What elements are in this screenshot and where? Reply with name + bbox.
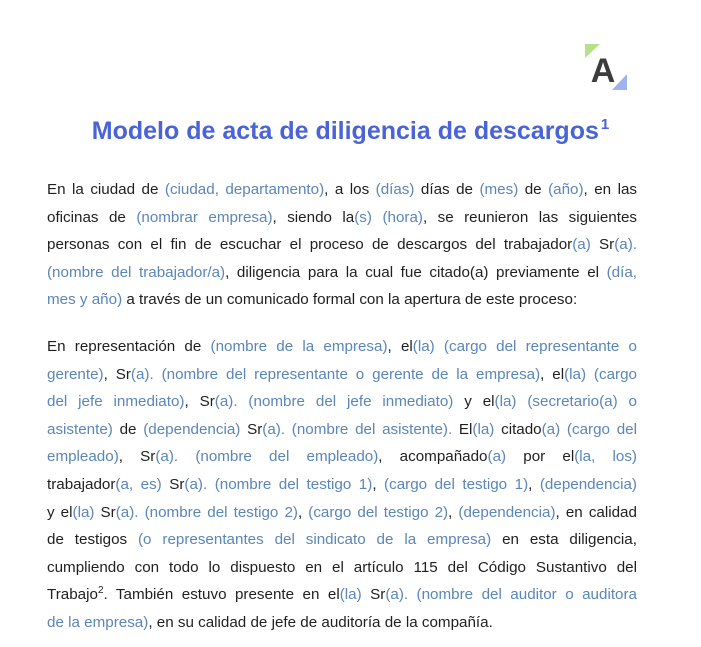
placeholder-text: (a) (cargo del: [541, 420, 637, 438]
body-text: Sr: [361, 586, 386, 604]
body-text: y el: [47, 503, 73, 521]
text-line: [47, 581, 637, 609]
placeholder-text: (la) (cargo del representante o: [412, 338, 637, 355]
text-line: [47, 204, 637, 232]
placeholder-text: (a): [487, 448, 507, 466]
placeholder-text: (hora): [382, 208, 423, 226]
placeholder-text: (días): [375, 181, 415, 198]
text-line: [47, 388, 637, 416]
placeholder-text: (nombre de la empresa): [210, 338, 388, 355]
body-text: Sr: [240, 420, 263, 438]
body-text: y el: [453, 393, 495, 411]
placeholder-text: (a). (nombre del empleado): [155, 448, 379, 466]
paragraph-intro: [47, 176, 637, 314]
placeholder-text: (s): [354, 208, 372, 226]
text-line: [47, 231, 637, 259]
placeholder-text: (o representantes del sindicato de la empresa): [138, 531, 492, 549]
placeholder-text: (día,: [606, 263, 637, 281]
paragraph-attendees: [47, 333, 637, 637]
placeholder-text: (a). (nombre del testigo 1): [184, 475, 373, 493]
placeholder-text: (dependencia): [458, 503, 556, 521]
body-text: , el: [387, 338, 413, 355]
body-text: . También estuvo presente en el: [103, 586, 340, 604]
logo-letter: A: [590, 52, 616, 90]
body-text: de testigos: [47, 531, 138, 549]
placeholder-text: (la): [72, 503, 95, 521]
body-text: ,: [528, 475, 540, 493]
body-text: , en calidad: [555, 503, 637, 521]
text-line: [47, 609, 637, 637]
placeholder-text: (a). (nombre del asistente).: [262, 420, 453, 438]
body-text: Trabajo: [47, 586, 98, 604]
placeholder-text: (a, es): [115, 475, 162, 493]
placeholder-text: (la, los): [574, 448, 637, 466]
text-line: [47, 416, 637, 444]
body-text: ,: [297, 503, 309, 521]
placeholder-text: gerente): [47, 365, 104, 383]
placeholder-text: (la) (secretario(a) o: [494, 393, 637, 411]
body-text: En representación de: [47, 338, 211, 355]
body-text: , Sr: [118, 448, 156, 466]
placeholder-text: (la): [339, 586, 362, 604]
placeholder-text: (cargo del testigo 1): [384, 475, 529, 493]
text-line: [47, 471, 637, 499]
body-text: Sr: [94, 503, 116, 521]
brand-logo: [583, 42, 629, 92]
body-text: trabajador: [47, 475, 116, 493]
body-text: , diligencia para la cual fue citado(a) previamente el: [225, 263, 607, 281]
body-text: , Sr: [184, 393, 215, 411]
body-text: , se reunieron las siguientes: [422, 208, 638, 226]
body-text: , a los: [324, 181, 376, 198]
body-text: citado: [494, 420, 542, 438]
text-line: [47, 499, 637, 527]
document-title: [0, 116, 701, 146]
placeholder-text: (nombre del trabajador/a): [47, 263, 226, 281]
body-text: ,: [372, 475, 385, 493]
text-line: [47, 333, 637, 361]
body-text: [372, 209, 382, 226]
body-text: ,: [448, 503, 459, 521]
placeholder-text: (año): [548, 181, 584, 198]
body-text: de: [112, 420, 144, 438]
placeholder-text: (a). (nombre del representante o gerente de la empresa): [130, 365, 541, 383]
body-text: a través de un comunicado formal con la apertura de este proceso:: [122, 291, 578, 309]
placeholder-text: (a). (nombre del testigo 2): [115, 503, 298, 521]
placeholder-text: (la) (cargo: [564, 365, 637, 383]
body-text: , siendo la: [272, 208, 355, 226]
body-text: En la ciudad de: [47, 181, 165, 198]
placeholder-text: (nombrar empresa): [136, 208, 273, 226]
text-line: [47, 176, 637, 204]
body-text: , en su calidad de jefe de auditoría de la compañía.: [148, 613, 493, 631]
body-text: por el: [506, 448, 575, 466]
placeholder-text: (a): [572, 236, 591, 254]
body-text: Sr: [161, 475, 185, 493]
body-text: Sr: [590, 236, 615, 254]
placeholder-text: de la empresa): [47, 613, 149, 631]
body-text: oficinas de: [47, 208, 137, 226]
placeholder-text: empleado): [47, 448, 119, 466]
text-line: [47, 554, 637, 582]
body-text: cumpliendo con todo lo dispuesto en el artículo 115 del Código Sustantivo del: [47, 558, 637, 576]
body-text: El: [452, 420, 473, 438]
body-text: , en las: [583, 181, 637, 198]
body-text: personas con el fin de escuchar el proceso de descargos del trabajador: [47, 236, 573, 254]
placeholder-text: del jefe inmediato): [47, 393, 185, 411]
text-line: [47, 361, 637, 389]
body-text: de: [518, 181, 549, 198]
body-text: en esta diligencia,: [491, 531, 637, 549]
placeholder-text: (ciudad, departamento): [164, 181, 325, 198]
placeholder-text: asistente): [47, 420, 113, 438]
text-line: [47, 526, 637, 554]
footnote-ref: 2: [97, 585, 104, 597]
placeholder-text: (a). (nombre del auditor o auditora: [385, 586, 637, 604]
placeholder-text: (la): [472, 420, 495, 438]
placeholder-text: (a). (nombre del jefe inmediato): [214, 393, 454, 411]
text-line: [47, 443, 637, 471]
placeholder-text: mes y año): [47, 291, 123, 309]
text-line: [47, 259, 637, 287]
placeholder-text: (a).: [614, 236, 637, 254]
body-text: , acompañado: [378, 448, 488, 466]
body-text: días de: [414, 181, 480, 198]
placeholder-text: (mes): [479, 181, 519, 198]
placeholder-text: (dependencia): [539, 475, 637, 493]
placeholder-text: (cargo del testigo 2): [308, 503, 449, 521]
text-line: [47, 286, 637, 314]
title-footnote-ref: 1: [600, 116, 610, 133]
body-text: , Sr: [103, 365, 131, 383]
body-text: , el: [540, 365, 565, 383]
placeholder-text: (dependencia): [143, 420, 241, 438]
title-text: Modelo de acta de diligencia de descargos: [91, 117, 599, 145]
